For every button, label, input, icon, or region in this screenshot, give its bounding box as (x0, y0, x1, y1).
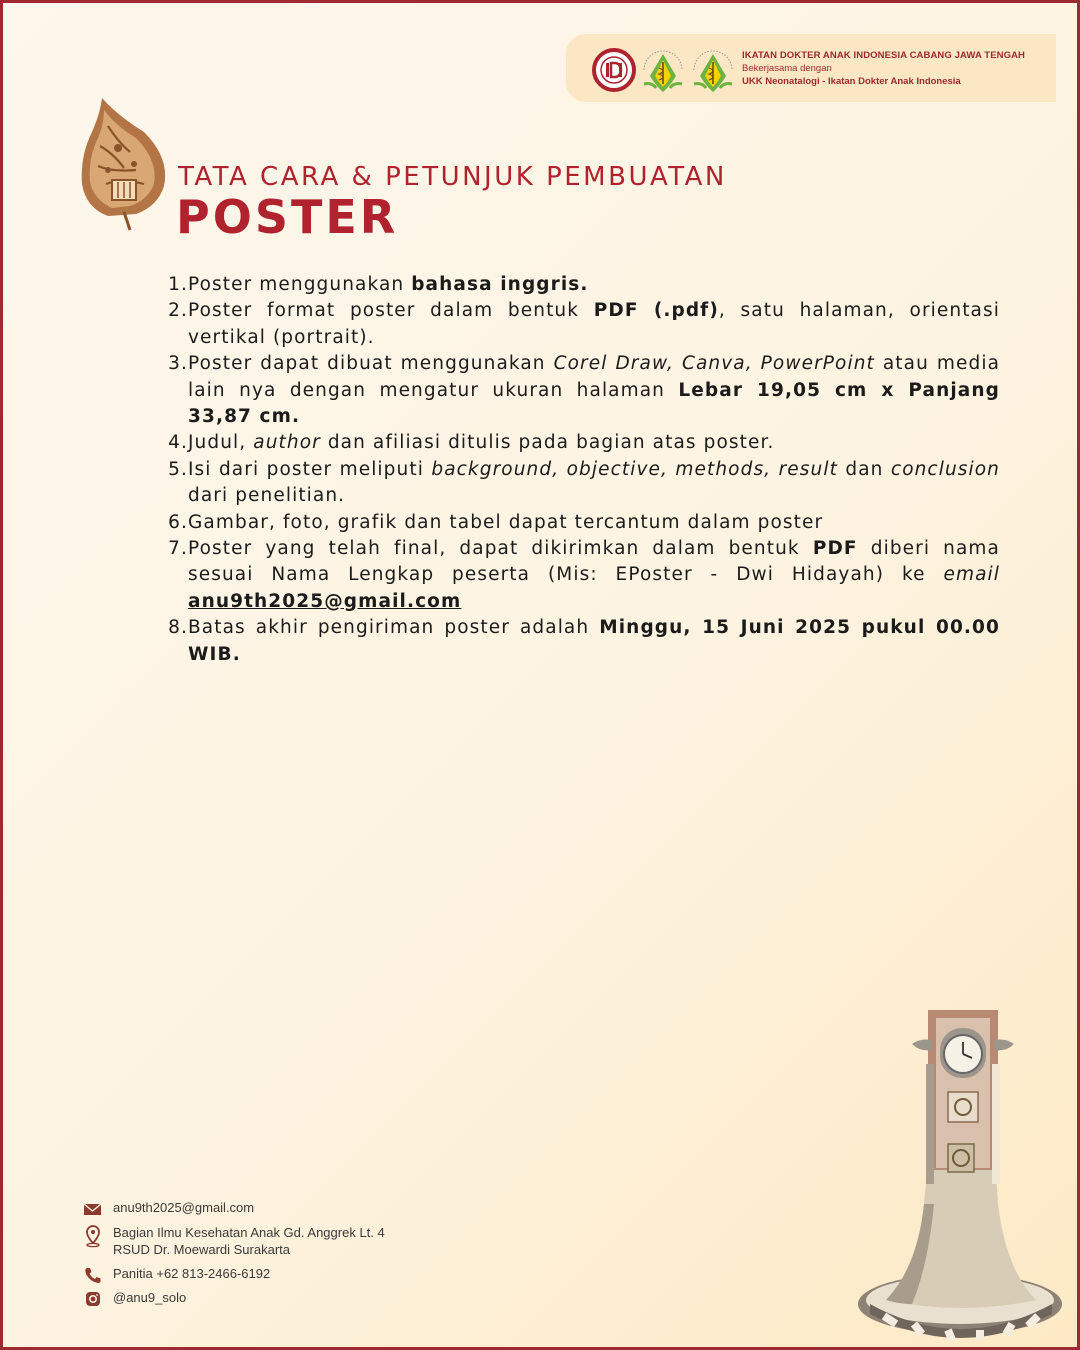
instruction-item (160, 615, 1000, 668)
plain-text: dari penelitian. (188, 485, 346, 507)
instruction-text (188, 536, 1000, 615)
italic-text: conclusion (890, 458, 1000, 480)
plain-text: Poster menggunakan (188, 274, 412, 295)
plain-text: diberi nama sesuai Nama Lengkap peserta (Mis: EPoster - Dwi Hidayah) ke (188, 538, 1000, 586)
plain-text: Poster yang telah final, dapat dikirimkan dalam bentuk (188, 538, 813, 560)
plain-text: dan (837, 458, 891, 480)
plain-text: Judul, (188, 432, 254, 454)
instruction-number: 2. (168, 300, 188, 322)
instruction-item (160, 430, 1000, 456)
location-pin-icon (82, 1224, 104, 1248)
submission-email-link[interactable]: anu9th2025@gmail.com (188, 590, 462, 612)
phone-icon (82, 1266, 104, 1284)
instagram-icon (82, 1290, 104, 1308)
contact-address (82, 1224, 385, 1258)
plain-text: Isi dari poster meliputi (188, 458, 432, 480)
plain-text: Poster format poster dalam bentuk (188, 300, 594, 322)
instruction-number: 6. (168, 511, 188, 533)
organization-text (742, 50, 1025, 87)
collaboration-label: Bekerjasama dengan (742, 63, 832, 74)
bold-text: PDF (.pdf) (593, 300, 719, 322)
bold-text: Lebar 19,05 cm x Panjang 33,87 cm. (188, 379, 1000, 428)
gunungan-ornament-icon (78, 96, 170, 232)
instruction-text (188, 510, 1000, 536)
instruction-item (160, 536, 1000, 615)
address-line-2: RSUD Dr. Moewardi Surakarta (113, 1242, 290, 1257)
plain-text: dan afiliasi ditulis pada bagian atas poster. (320, 432, 775, 454)
instruction-text (188, 457, 1000, 510)
instruction-number: 7. (168, 538, 188, 560)
envelope-icon (82, 1200, 104, 1218)
contact-instagram (82, 1290, 186, 1308)
instruction-item (160, 457, 1000, 510)
instruction-item (160, 272, 1000, 298)
idi-logo (592, 48, 636, 92)
instruction-number: 4. (168, 432, 188, 454)
instruction-text (188, 430, 1000, 456)
contact-instagram-text[interactable]: @anu9_solo (113, 1290, 187, 1305)
italic-text: background, objective, methods, result (431, 458, 838, 480)
page-subtitle: TATA CARA & PETUNJUK PEMBUATAN (178, 162, 727, 192)
contact-phone-text[interactable]: Panitia +62 813-2466-6192 (113, 1266, 271, 1281)
bold-text: bahasa inggris. (411, 274, 589, 295)
instruction-number: 5. (168, 458, 188, 480)
italic-text: author (253, 432, 321, 454)
idai-logo (640, 46, 686, 96)
instruction-text (188, 298, 1000, 351)
contact-phone (82, 1266, 270, 1284)
address-line-1: Bagian Ilmu Kesehatan Anak Gd. Anggrek Lt. 4 (113, 1225, 385, 1240)
contact-email-text[interactable]: anu9th2025@gmail.com (113, 1200, 255, 1215)
bold-text: PDF (812, 538, 858, 560)
organization-name: IKATAN DOKTER ANAK INDONESIA CABANG JAWA TENGAH (742, 50, 1026, 61)
plain-text: atau media lain nya dengan mengatur ukuran halaman (188, 353, 1001, 401)
bold-text: Minggu, 15 Juni 2025 pukul 00.00 WIB. (188, 617, 1000, 665)
instructions-list (160, 272, 1000, 668)
instruction-text (188, 351, 1000, 430)
instruction-text (188, 272, 1000, 298)
instruction-text (188, 615, 1000, 668)
italic-text: email (943, 564, 1000, 586)
plain-text: Gambar, foto, grafik dan tabel dapat tercantum dalam poster (188, 511, 824, 533)
page-title: POSTER (176, 190, 399, 244)
plain-text: Poster dapat dibuat menggunakan (188, 353, 554, 375)
instruction-item (160, 298, 1000, 351)
partner-organization: UKK Neonatalogi - Ikatan Dokter Anak Indonesia (742, 76, 961, 87)
instruction-number: 3. (168, 353, 188, 375)
plain-text: Batas akhir pengiriman poster adalah (188, 617, 600, 639)
clock-tower-monument-icon (856, 1004, 1066, 1344)
contact-email (82, 1200, 254, 1218)
instruction-item (160, 351, 1000, 430)
idai-neonatology-logo (690, 46, 736, 96)
instruction-item (160, 510, 1000, 536)
instruction-number: 8. (168, 617, 188, 639)
instruction-number: 1. (168, 274, 188, 295)
italic-text: Corel Draw, Canva, PowerPoint (553, 353, 875, 375)
plain-text: , satu halaman, orientasi vertikal (portrait). (188, 300, 1000, 348)
